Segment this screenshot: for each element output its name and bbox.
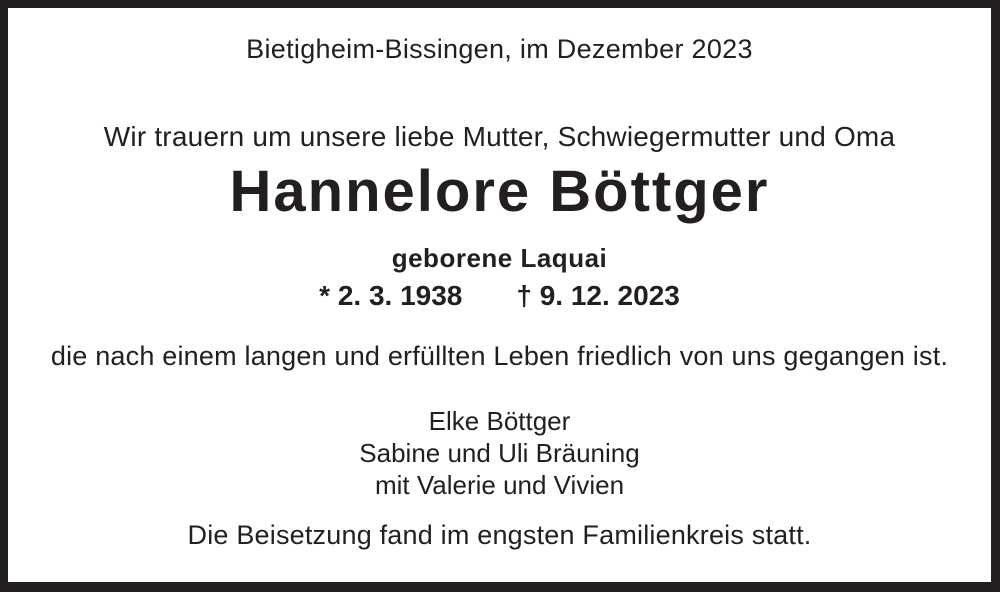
birth-date: * 2. 3. 1938 — [319, 280, 463, 311]
life-dates — [8, 279, 991, 312]
deceased-name: Hannelore Böttger — [229, 159, 770, 224]
intro-text: Wir trauern um unsere liebe Mutter, Schwiegermutter und Oma — [103, 121, 896, 152]
mourner-line: mit Valerie und Vivien — [374, 470, 625, 500]
death-date: † 9. 12. 2023 — [516, 280, 680, 311]
maiden-name: geborene Laquai — [391, 243, 608, 273]
eulogy-text: die nach einem langen und erfüllten Leben friedlich von uns gegangen ist. — [50, 341, 949, 371]
closing-text: Die Beisetzung fand im engsten Familienkreis statt. — [187, 520, 812, 550]
mourner-line: Elke Böttger — [428, 406, 571, 436]
dateline: Bietigheim-Bissingen, im Dezember 2023 — [246, 34, 753, 64]
mourner-line: Sabine und Uli Bräuning — [359, 438, 640, 468]
